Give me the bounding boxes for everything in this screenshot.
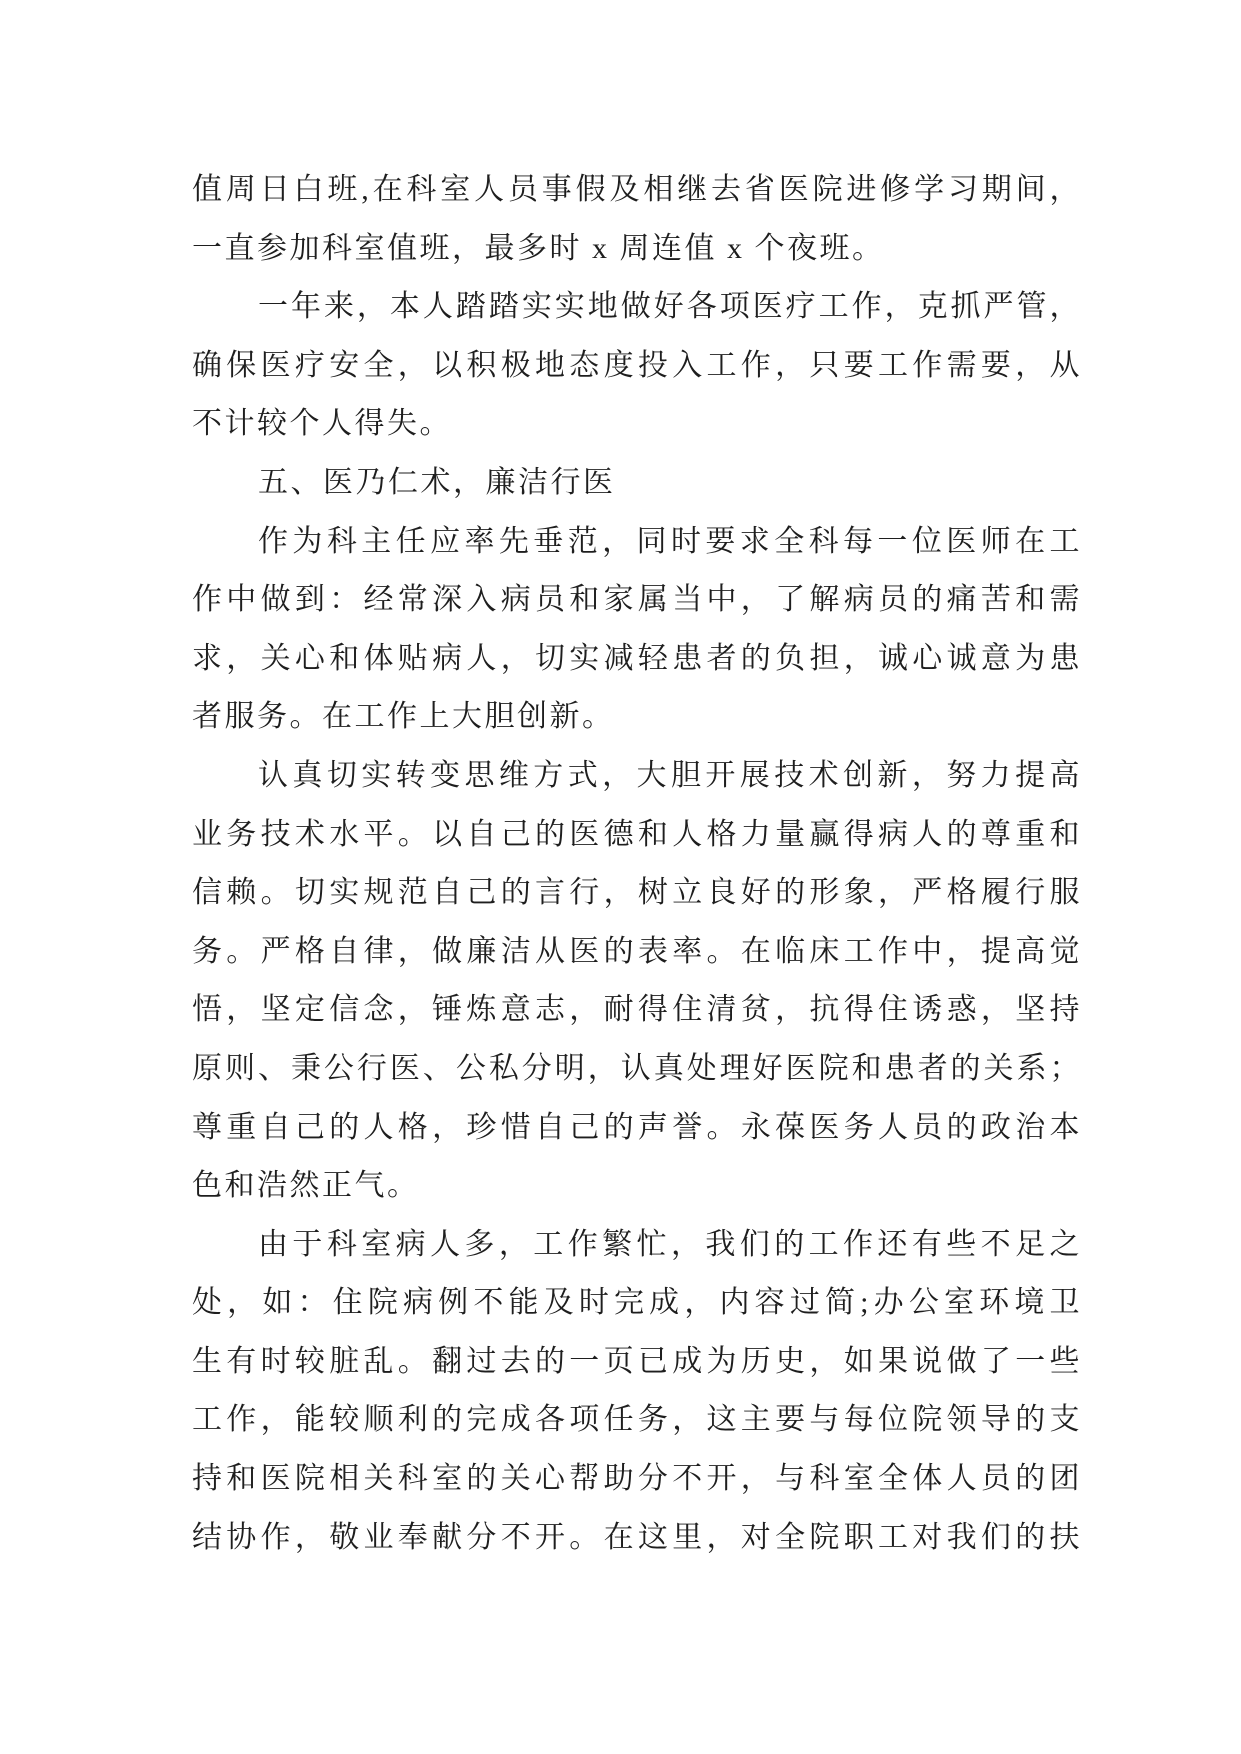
text-line: 业务技术水平。以自己的医德和人格力量赢得病人的尊重和	[192, 817, 1082, 851]
paragraph	[192, 278, 1082, 454]
text-line: 原则、秉公行医、公私分明，认真处理好医院和患者的关系；	[192, 1051, 1082, 1085]
text-line: 一直参加科室值班，最多时 x 周连值 x 个夜班。	[192, 231, 885, 265]
text-line: 不计较个人得失。	[192, 407, 452, 441]
paragraph	[192, 1216, 1082, 1568]
document-body	[192, 161, 1082, 1567]
text-line: 生有时较脏乱。翻过去的一页已成为历史，如果说做了一些	[192, 1344, 1082, 1378]
text-line: 者服务。在工作上大胆创新。	[192, 700, 615, 734]
text-line: 工作，能较顺利的完成各项任务，这主要与每位院领导的支	[192, 1403, 1082, 1437]
text-line: 确保医疗安全，以积极地态度投入工作，只要工作需要，从	[192, 348, 1082, 382]
text-line: 作为科主任应率先垂范，同时要求全科每一位医师在工	[258, 524, 1082, 558]
text-line: 结协作，敬业奉献分不开。在这里，对全院职工对我们的扶	[192, 1520, 1082, 1554]
section-heading-text: 五、医乃仁术，廉洁行医	[258, 465, 616, 499]
text-line: 处，如：住院病例不能及时完成，内容过简;办公室环境卫	[192, 1286, 1082, 1320]
text-line: 务。严格自律，做廉洁从医的表率。在临床工作中，提高觉	[192, 934, 1082, 968]
paragraph-continued	[192, 161, 1082, 278]
paragraph	[192, 513, 1082, 747]
section-heading	[192, 454, 1082, 513]
text-line: 认真切实转变思维方式，大胆开展技术创新，努力提高	[258, 758, 1082, 792]
text-line: 尊重自己的人格，珍惜自己的声誉。永葆医务人员的政治本	[192, 1110, 1082, 1144]
text-line: 由于科室病人多，工作繁忙，我们的工作还有些不足之	[258, 1227, 1082, 1261]
text-line: 色和浩然正气。	[192, 1169, 420, 1203]
paragraph	[192, 747, 1082, 1216]
text-line: 持和医院相关科室的关心帮助分不开，与科室全体人员的团	[192, 1462, 1082, 1496]
text-line: 作中做到：经常深入病员和家属当中，了解病员的痛苦和需	[192, 583, 1082, 617]
text-line: 一年来，本人踏踏实实地做好各项医疗工作，克抓严管，	[258, 290, 1082, 324]
text-line: 悟，坚定信念，锤炼意志，耐得住清贫，抗得住诱惑，坚持	[192, 993, 1082, 1027]
text-line: 求，关心和体贴病人，切实减轻患者的负担，诚心诚意为患	[192, 641, 1082, 675]
text-line: 信赖。切实规范自己的言行，树立良好的形象，严格履行服	[192, 876, 1082, 910]
text-line: 值周日白班,在科室人员事假及相继去省医院进修学习期间，	[192, 173, 1082, 206]
